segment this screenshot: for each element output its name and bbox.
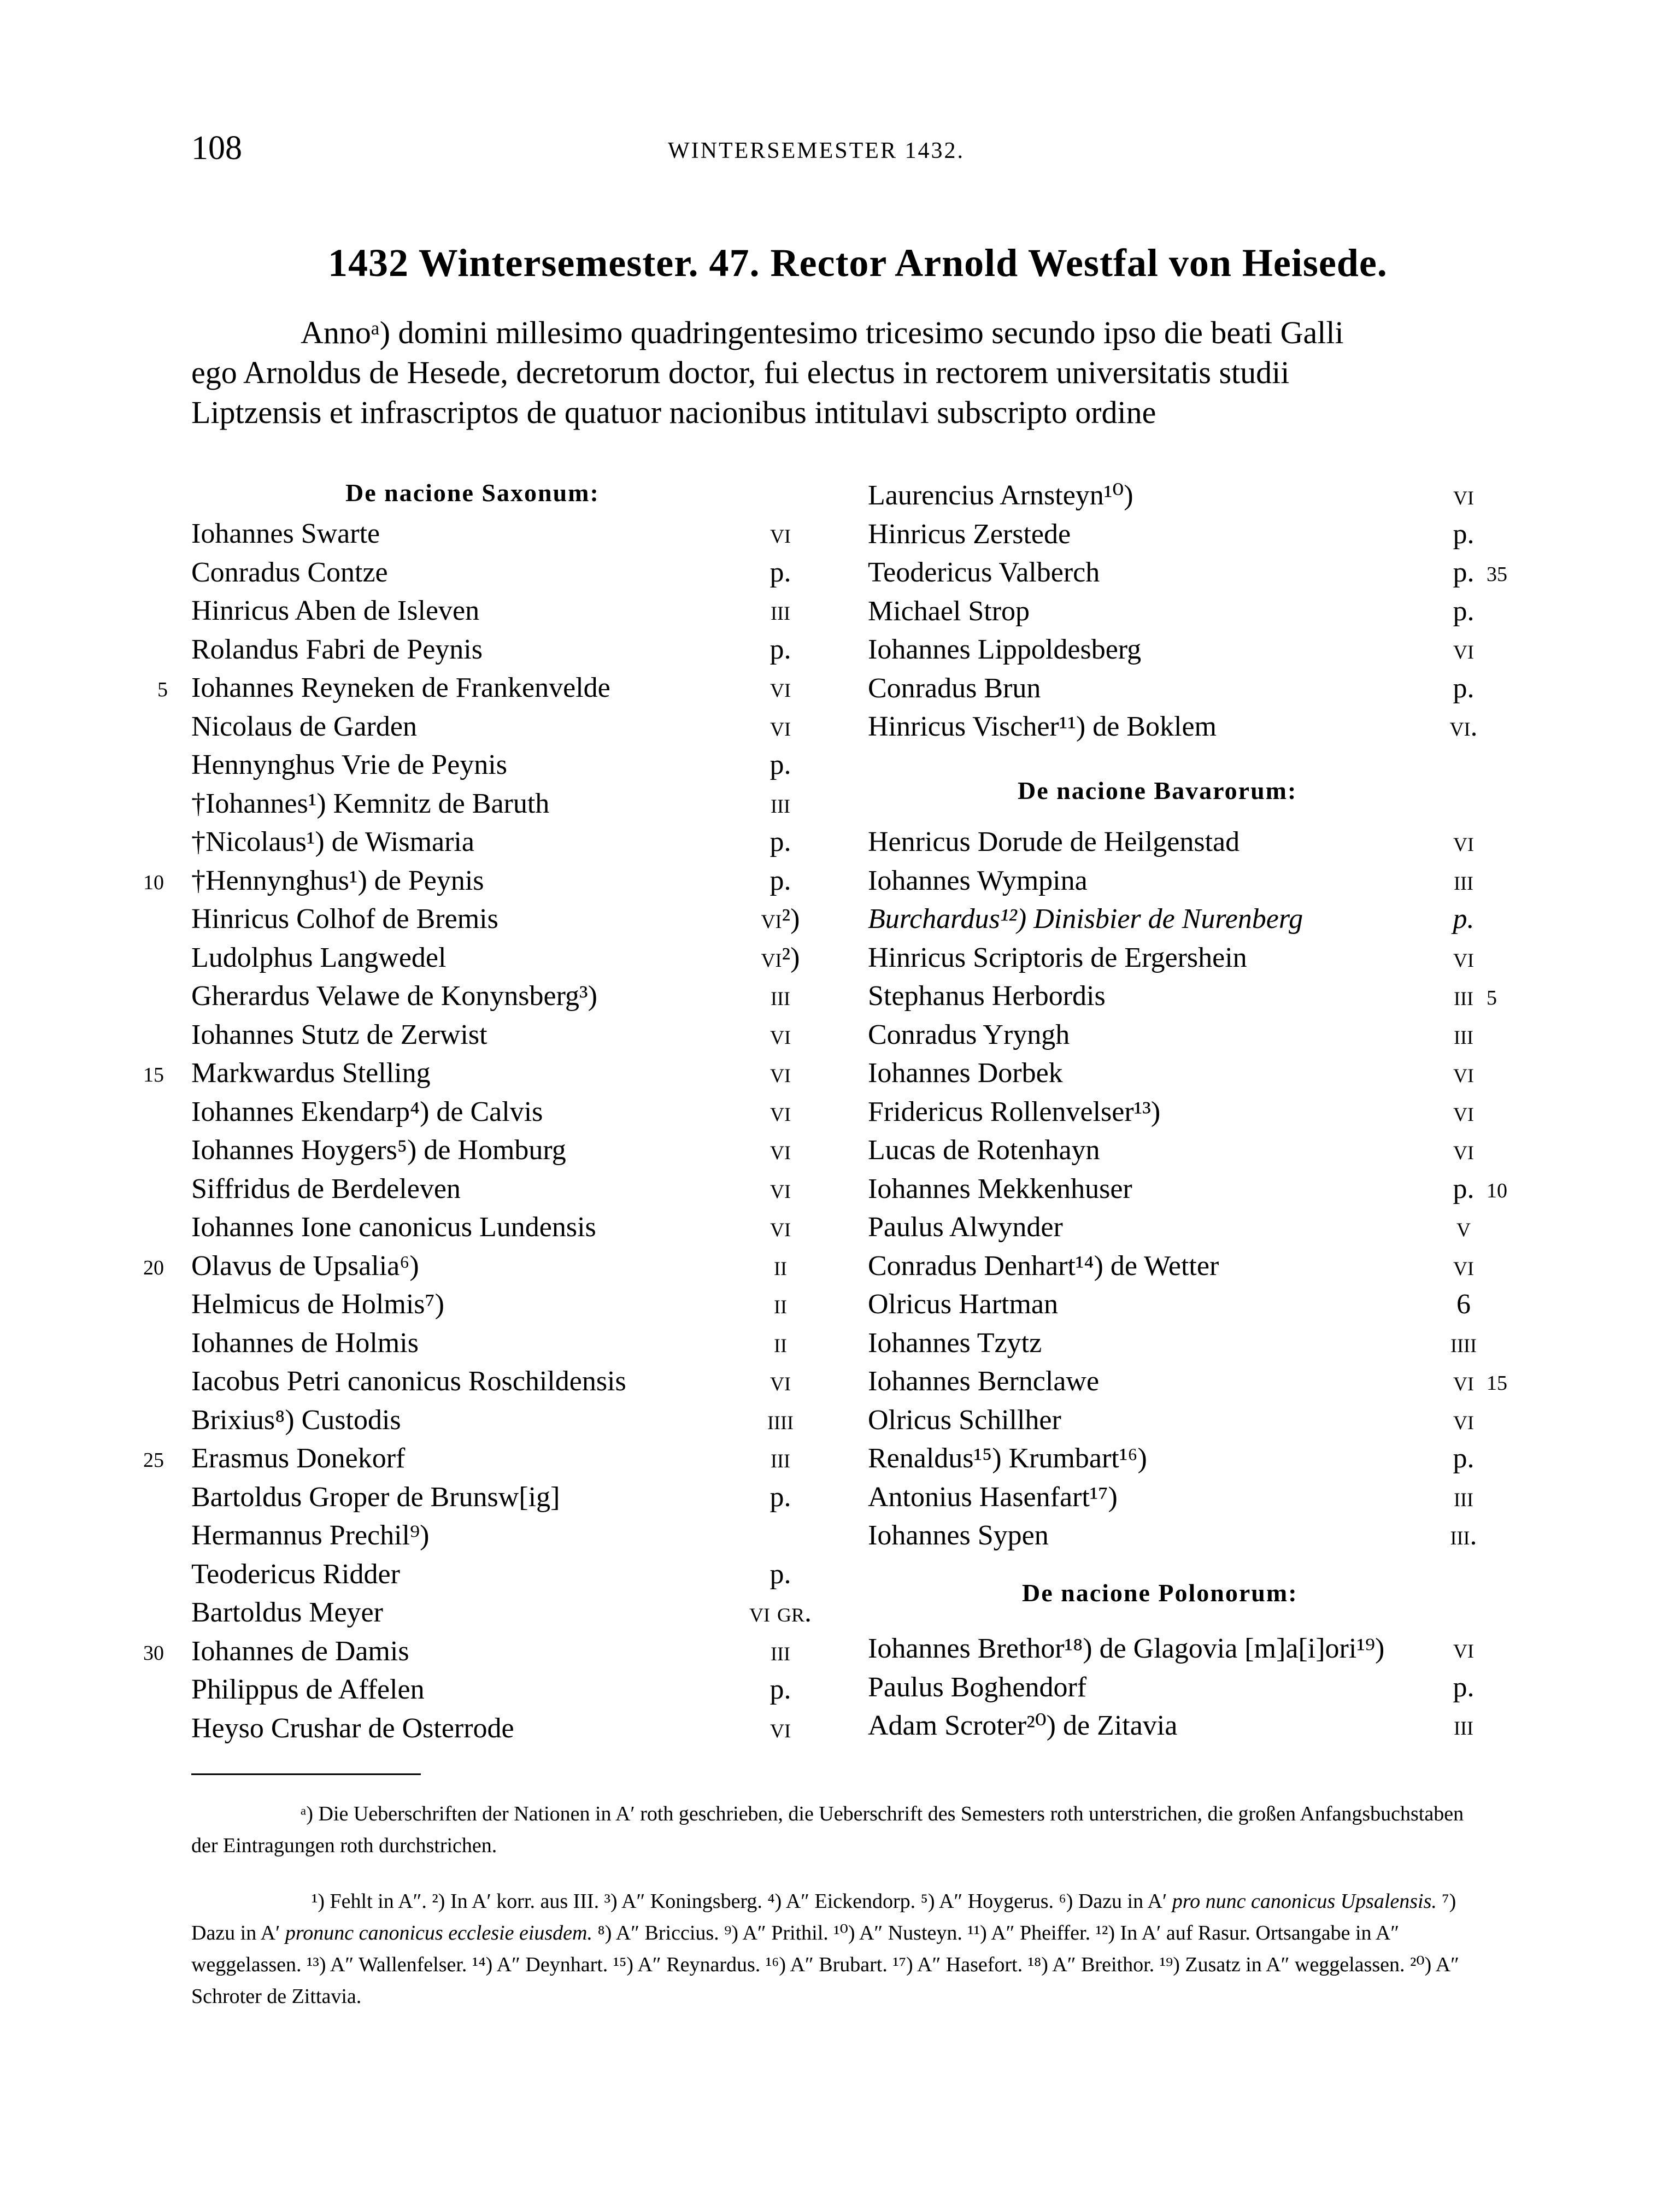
entry-name: Stephanus Herbordis [868, 980, 1106, 1012]
entry-value: iii [1454, 1019, 1473, 1050]
entry-name: Iohannes Wympina [868, 865, 1088, 896]
running-title: WINTERSEMESTER 1432. [668, 138, 965, 163]
entry-value: vi. [1449, 711, 1478, 742]
entry-name: Hinricus Aben de Isleven [191, 595, 480, 626]
entry-name: Rolandus Fabri de Peynis [191, 633, 483, 665]
entry-value: vi²) [761, 942, 800, 973]
entry-name: Michael Strop [868, 595, 1030, 627]
entry-value: ii [774, 1250, 787, 1282]
entry-name: †Iohannes¹) Kemnitz de Baruth [191, 788, 550, 819]
entry-value: vi [1453, 480, 1474, 511]
entry-name: Olavus de Upsalia⁶) [191, 1250, 419, 1282]
entry-name: Iacobus Petri canonicus Roschildensis [191, 1366, 626, 1397]
entry-name: †Hennynghus¹) de Peynis [191, 865, 484, 896]
entry-name: Hinricus Zerstede [868, 518, 1071, 550]
entry-value: vi [1453, 634, 1474, 665]
entry-name: †Nicolaus¹) de Wismaria [191, 826, 474, 857]
entry-value: 6 [1456, 1289, 1471, 1320]
entry-name: Burchardus¹²) Dinisbier de Nurenberg [868, 903, 1303, 935]
entry-value: p. [769, 556, 791, 588]
entry-name: Heyso Crushar de Osterrode [191, 1712, 514, 1744]
intro-paragraph [191, 313, 1492, 432]
line-number: 20 [143, 1256, 164, 1279]
line-number: 5 [1487, 986, 1497, 1009]
heading-saxonum: De nacione Saxonum: [345, 479, 600, 507]
entry-value: vi [770, 1212, 791, 1243]
entry-name: Antonius Hasenfart¹⁷) [868, 1481, 1118, 1513]
entry-name: Erasmus Donekorf [191, 1443, 406, 1474]
entry-value: vi [1453, 1366, 1474, 1397]
entry-value: p. [1453, 672, 1475, 704]
entry-name: Iohannes Ione canonicus Lundensis [191, 1212, 596, 1243]
line-number: 15 [1487, 1372, 1507, 1395]
entry-value: iii [771, 595, 790, 626]
entry-name: Hennynghus Vrie de Peynis [191, 749, 507, 780]
entry-value: vi [1453, 942, 1474, 973]
entry-name: Bartoldus Groper de Brunsw[ig] [191, 1481, 560, 1513]
footnote-rule [191, 1773, 421, 1775]
entry-name: Iohannes Dorbek [868, 1058, 1063, 1089]
entry-value: vi [1453, 1404, 1474, 1436]
entry-value: p. [769, 826, 791, 857]
entry-value: vi [770, 1019, 791, 1050]
entry-value: vi [770, 1173, 791, 1205]
entry-value: vi [770, 1135, 791, 1166]
entry-value: iii [771, 1635, 790, 1667]
entry-name: Bartoldus Meyer [191, 1597, 383, 1628]
entry-name: Iohannes Sypen [868, 1520, 1049, 1551]
entry-value: iii [771, 980, 790, 1012]
entry-name: Conradus Contze [191, 556, 388, 588]
entry-name: Brixius⁸) Custodis [191, 1404, 401, 1436]
entry-name: Markwardus Stelling [191, 1058, 431, 1089]
entry-value: p. [1453, 518, 1475, 550]
entry-value: p. [769, 865, 791, 896]
entry-name: Iohannes Brethor¹⁸) de Glagovia [m]a[i]ori¹⁹) [868, 1633, 1385, 1664]
entry-name: Iohannes Hoygers⁵) de Homburg [191, 1135, 566, 1166]
entry-name: Iohannes Lippoldesberg [868, 634, 1142, 665]
entry-value: vi [1453, 1633, 1474, 1664]
entry-name: Conradus Denhart¹⁴) de Wetter [868, 1250, 1219, 1282]
entry-value: p. [1453, 1443, 1475, 1474]
entry-value: vi [1453, 1096, 1474, 1127]
intro-line: ego Arnoldus de Hesede, decretorum doctor, fui electus in rectorem universitatis studii [191, 355, 1290, 390]
entry-value: p. [769, 1481, 791, 1513]
entry-value: vi [770, 1712, 791, 1744]
entry-name: Iohannes Bernclawe [868, 1366, 1100, 1397]
entry-name: Olricus Hartman [868, 1289, 1059, 1320]
entry-value: vi [1453, 826, 1474, 857]
line-number: 10 [143, 871, 164, 894]
entry-name: Teodericus Ridder [191, 1558, 400, 1590]
entry-name: Renaldus¹⁵) Krumbart¹⁶) [868, 1443, 1147, 1474]
entry-value: vi [770, 672, 791, 703]
entry-value: p. [1453, 557, 1475, 588]
section-title: 1432 Wintersemester. 47. Rector Arnold Westfal von Heisede. [328, 241, 1388, 285]
line-number: 25 [143, 1449, 164, 1472]
entry-name: Iohannes Stutz de Zerwist [191, 1019, 487, 1050]
entry-name: Lucas de Rotenhayn [868, 1135, 1100, 1166]
entry-name: Henricus Dorude de Heilgenstad [868, 826, 1240, 857]
entry-value: iii [1454, 1481, 1473, 1513]
entry-name: Olricus Schillher [868, 1404, 1061, 1436]
footnote-text: ⁸) A″ Briccius. ⁹) A″ Prithil. ¹⁰) A″ Nusteyn. ¹¹) A″ Pheiffer. ¹²) In A′ auf Rasur. Ortsangabe in A″ weggelassen. ¹³) A″ Wallenfelser. ¹⁴) A″ Deynhart. ¹⁵) A″ Reynardus. ¹⁶) A″ Brubart. ¹⁷) A″ Hasefort. ¹⁸) A″ Breithor. ¹⁹) Zusatz in A″ weggelassen. ²⁰) A″ Schroter de Zittavia. [191, 1922, 1459, 2008]
entry-name: Hinricus Vischer¹¹) de Boklem [868, 711, 1217, 742]
entry-name: Gherardus Velawe de Konynsberg³) [191, 980, 597, 1012]
footnote-text: ¹) Fehlt in A″. ²) In A′ korr. aus III. ³) A″ Koningsberg. ⁴) A″ Eickendorp. ⁵) A″ Hoygerus. ⁶) Dazu in A′ [312, 1890, 1172, 1913]
entry-name: Iohannes Mekkenhuser [868, 1173, 1132, 1205]
entry-name: Conradus Brun [868, 672, 1041, 704]
entry-value: vi [770, 1366, 791, 1397]
entry-name: Philippus de Affelen [191, 1674, 425, 1705]
entry-value: vi [770, 1096, 791, 1127]
entry-name: Iohannes Tzytz [868, 1327, 1042, 1359]
page-number: 108 [191, 130, 242, 167]
entry-name: Adam Scroter²⁰) de Zitavia [868, 1710, 1178, 1741]
entry-value: iii. [1450, 1520, 1477, 1551]
entry-value: vi [770, 1058, 791, 1089]
heading-polonorum: De nacione Polonorum: [1022, 1579, 1298, 1607]
line-number: 10 [1487, 1179, 1507, 1202]
entry-value: ii [774, 1327, 787, 1359]
entry-value: iii [1454, 1710, 1473, 1741]
entry-value: p. [1453, 1173, 1475, 1205]
line-number: 30 [143, 1641, 164, 1665]
entry-value: iii [1454, 865, 1473, 896]
entry-name: Siffridus de Berdeleven [191, 1173, 461, 1205]
line-number: 35 [1487, 563, 1507, 586]
entry-value: vi [770, 518, 791, 549]
entry-name: Fridericus Rollenvelser¹³) [868, 1096, 1161, 1127]
footnote-italic: pro nunc canonicus Upsalensis. [1172, 1890, 1437, 1913]
entry-value: p. [1453, 903, 1475, 935]
entry-name: Iohannes de Damis [191, 1635, 409, 1667]
entry-value: vi [770, 710, 791, 742]
entry-value: p. [769, 1558, 791, 1590]
entry-value: vi [1453, 1135, 1474, 1166]
entry-name: Conradus Yryngh [868, 1019, 1070, 1050]
entry-value: v [1456, 1212, 1471, 1243]
entry-value: p. [769, 633, 791, 665]
entry-value: iiii [767, 1404, 794, 1436]
entry-name: Iohannes Reyneken de Frankenvelde [191, 672, 610, 703]
entry-value: p. [769, 1674, 791, 1705]
entry-value: vi [1453, 1058, 1474, 1089]
entry-name: Hinricus Colhof de Bremis [191, 903, 498, 935]
entry-value: iii [771, 788, 790, 819]
heading-bavarorum: De nacione Bavarorum: [1018, 777, 1297, 804]
intro-line: Annoᵃ) domini millesimo quadringentesimo tricesimo secundo ipso die beati Galli [301, 315, 1344, 350]
entry-value: vi²) [761, 903, 800, 935]
footnote-italic: pronunc canonicus ecclesie eiusdem. [285, 1922, 592, 1944]
entry-name: Teodericus Valberch [868, 557, 1100, 588]
entry-value: iii [1454, 980, 1473, 1012]
entry-value: vi gr. [749, 1597, 812, 1628]
footnote-text: ⁷) Dazu in A′ [191, 1890, 1456, 1944]
entry-value: p. [1453, 1671, 1475, 1703]
entry-name: Iohannes Ekendarp⁴) de Calvis [191, 1096, 543, 1127]
entry-name: Hermannus Prechil⁹) [191, 1520, 430, 1551]
entry-value: vi [1453, 1250, 1474, 1282]
entry-name: Paulus Alwynder [868, 1212, 1063, 1243]
entry-name: Laurencius Arnsteyn¹⁰) [868, 480, 1133, 511]
intro-line: Liptzensis et infrascriptos de quatuor nacionibus intitulavi subscripto ordine [191, 395, 1156, 430]
line-number: 5 [157, 678, 168, 701]
entry-name: Helmicus de Holmis⁷) [191, 1289, 444, 1320]
entry-value: iiii [1450, 1327, 1477, 1359]
footnotes-numbered [191, 1885, 1470, 2012]
entry-name: Ludolphus Langwedel [191, 942, 447, 973]
entry-name: Iohannes de Holmis [191, 1327, 419, 1359]
line-number: 15 [143, 1064, 164, 1086]
entry-value: iii [771, 1443, 790, 1474]
entry-value: p. [1453, 595, 1475, 627]
entry-name: Paulus Boghendorf [868, 1671, 1087, 1703]
entry-value: p. [769, 749, 791, 780]
footnote-a: ᵃ) Die Ueberschriften der Nationen in A′ roth geschrieben, die Ueberschrift des Semesters roth unterstrichen, die großen Anfangsbuchstaben der Eintragungen roth durchstrichen. [191, 1802, 1464, 1857]
entry-name: Iohannes Swarte [191, 518, 380, 549]
entry-value: ii [774, 1289, 787, 1320]
entry-name: Nicolaus de Garden [191, 710, 417, 742]
entry-name: Hinricus Scriptoris de Ergershein [868, 942, 1247, 973]
